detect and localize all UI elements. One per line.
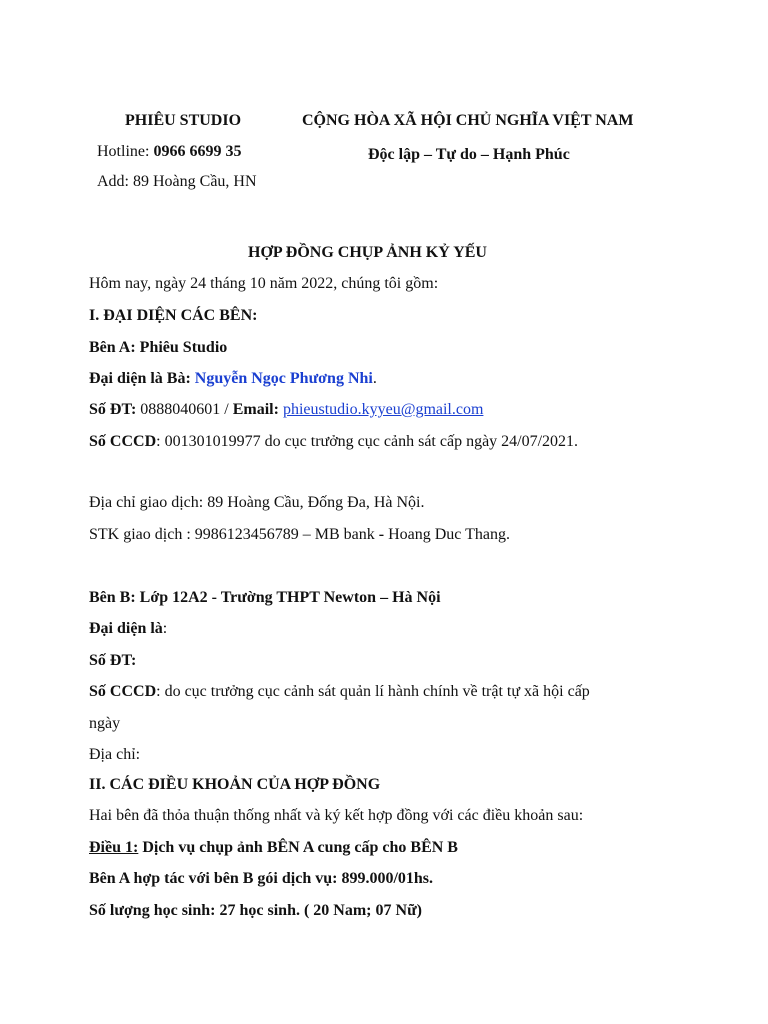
nation-motto: Độc lập – Tự do – Hạnh Phúc bbox=[368, 146, 570, 163]
phone-b-line: Số ĐT: bbox=[89, 652, 137, 669]
section-1-heading: I. ĐẠI DIỆN CÁC BÊN: bbox=[89, 307, 258, 324]
email-label: Email: bbox=[232, 401, 283, 418]
company-address: Add: 89 Hoàng Cầu, HN bbox=[97, 173, 257, 190]
address-a-line: Địa chỉ giao dịch: 89 Hoàng Cầu, Đống Đa, Hà Nội. bbox=[89, 494, 425, 511]
party-b-line: Bên B: Lớp 12A2 - Trường THPT Newton – Hà Nội bbox=[89, 589, 441, 606]
article-1-text: Dịch vụ chụp ảnh BÊN A cung cấp cho BÊN B bbox=[138, 839, 458, 856]
phone-a-value: 0888040601 / bbox=[140, 401, 233, 418]
company-name: PHIÊU STUDIO bbox=[125, 112, 242, 129]
cccd-b-continuation: ngày bbox=[89, 715, 121, 732]
section-2-heading: II. CÁC ĐIỀU KHOẢN CỦA HỢP ĐỒNG bbox=[89, 776, 381, 793]
stk-a-pre: STK giao dịch : 9986123456789 – MB bank bbox=[89, 526, 379, 543]
rep-a-dot: . bbox=[372, 370, 377, 387]
rep-a-label: Đại diện là Bà: bbox=[89, 370, 195, 387]
cccd-a-line bbox=[89, 433, 578, 451]
address-b-line: Địa chỉ: bbox=[89, 746, 141, 763]
section-2-intro: Hai bên đã thỏa thuận thống nhất và ký kết hợp đồng với các điều khoản sau: bbox=[89, 807, 584, 824]
article-1-label: Điều 1: bbox=[89, 839, 139, 856]
rep-b-colon: : bbox=[162, 620, 168, 637]
rep-a-name: Nguyễn Ngọc Phương Nhi bbox=[194, 370, 373, 387]
hotline-line bbox=[97, 143, 241, 161]
cccd-b-value: : do cục trưởng cục cảnh sát quản lí hành chính về trật tự xã hội cấp bbox=[156, 683, 590, 700]
phone-a-label: Số ĐT: bbox=[89, 401, 141, 418]
rep-a-line bbox=[89, 370, 377, 388]
students-line: Số lượng học sinh: 27 học sinh. ( 20 Nam; 07 Nữ) bbox=[89, 902, 422, 919]
stk-a-dash: - bbox=[378, 526, 385, 543]
party-a-line: Bên A: Phiêu Studio bbox=[89, 339, 228, 356]
cccd-a-value: : 001301019977 do cục trưởng cục cảnh sát cấp ngày 24/07/2021. bbox=[156, 433, 579, 450]
intro-line: Hôm nay, ngày 24 tháng 10 năm 2022, chúng tôi gồm: bbox=[89, 275, 439, 292]
rep-b-label: Đại diện là bbox=[89, 620, 163, 637]
package-line: Bên A hợp tác với bên B gói dịch vụ: 899.000/01hs. bbox=[89, 870, 434, 887]
rep-b-line bbox=[89, 620, 167, 638]
hotline-number: 0966 6699 35 bbox=[153, 143, 242, 160]
article-1-line bbox=[89, 839, 458, 857]
cccd-a-label: Số CCCD bbox=[89, 433, 157, 450]
cccd-b-label: Số CCCD bbox=[89, 683, 157, 700]
nation-heading: CỘNG HÒA XÃ HỘI CHỦ NGHĨA VIỆT NAM bbox=[302, 112, 634, 129]
contract-title: HỢP ĐỒNG CHỤP ẢNH KỶ YẾU bbox=[248, 244, 487, 261]
stk-a-post: Hoang Duc Thang. bbox=[384, 526, 510, 543]
phone-a-line bbox=[89, 401, 483, 419]
cccd-b-line bbox=[89, 683, 590, 701]
hotline-label: Hotline: bbox=[97, 143, 154, 160]
stk-a-line bbox=[89, 526, 510, 544]
email-link[interactable]: phieustudio.kyyeu@gmail.com bbox=[282, 401, 484, 418]
